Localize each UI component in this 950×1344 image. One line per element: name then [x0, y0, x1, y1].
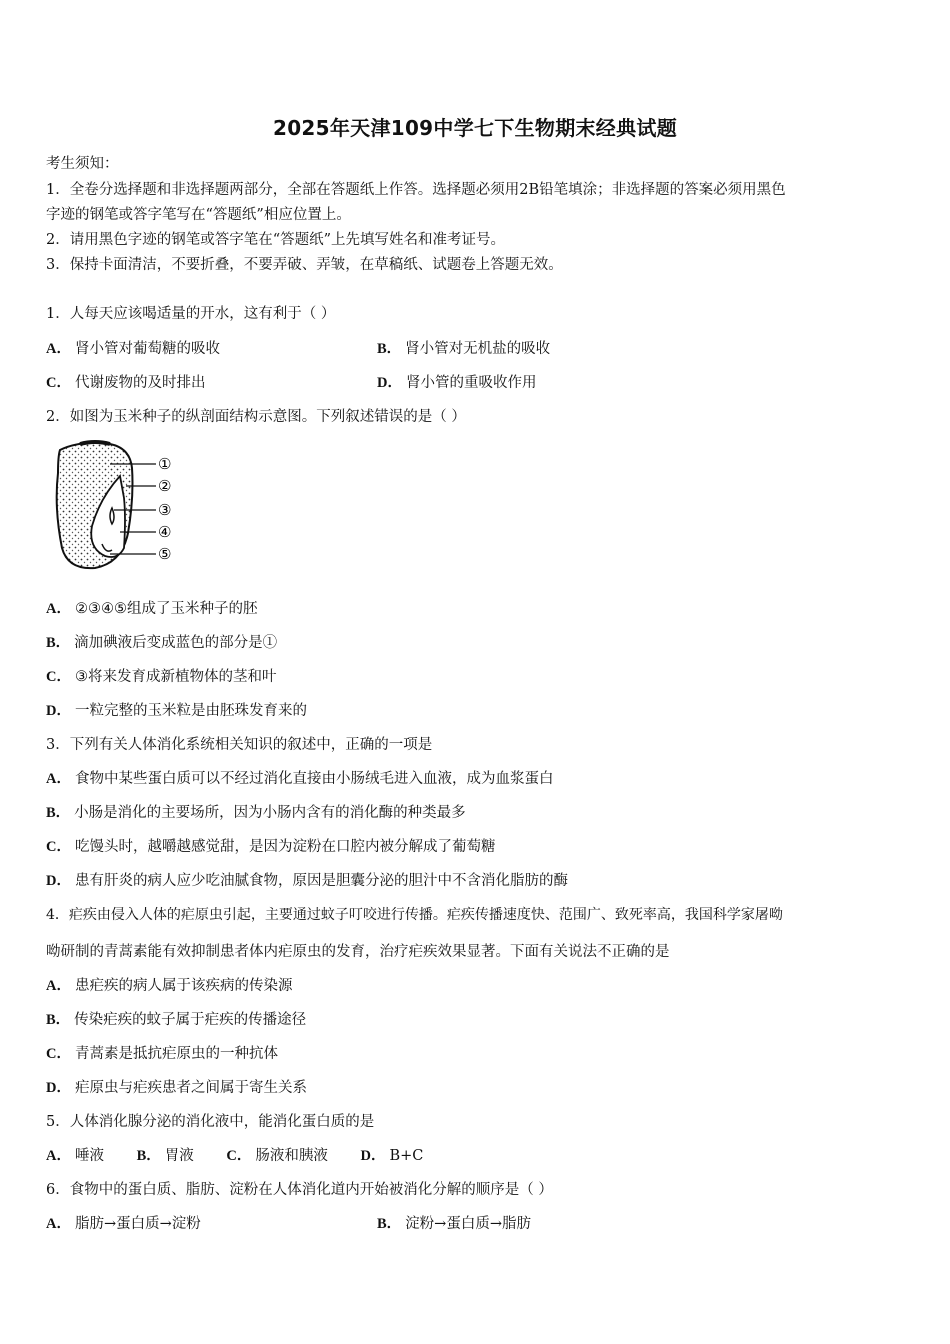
option-letter: B． [46, 635, 71, 651]
question-4-stem-line-1: 4．疟疾由侵入人体的疟原虫引起，主要通过蚊子叮咬进行传播。疟疾传播速度快、范围广、致死率高，我国科学家屠呦 [46, 907, 783, 923]
option-letter: A． [46, 771, 71, 787]
option-text: 淀粉→蛋白质→脂肪 [405, 1216, 531, 1232]
question-6-option-a[interactable] [46, 1212, 201, 1233]
question-2-stem: 2．如图为玉米种子的纵剖面结构示意图。下列叙述错误的是（ ） [46, 409, 466, 425]
question-1-option-d[interactable] [377, 371, 536, 392]
option-letter: A． [46, 1216, 71, 1232]
notice-item-2: 2．请用黑色字迹的钢笔或答字笔在“答题纸”上先填写姓名和准考证号。 [46, 232, 506, 248]
notice-item-1-cont: 字迹的钢笔或答字笔写在“答题纸”相应位置上。 [46, 207, 351, 223]
option-letter: B． [136, 1148, 161, 1164]
option-text: 疟原虫与疟疾患者之间属于寄生关系 [74, 1080, 307, 1096]
option-text: 胃液 [164, 1148, 194, 1164]
option-letter: D． [46, 703, 71, 719]
option-text: ②③④⑤组成了玉米种子的胚 [74, 601, 258, 617]
question-1-option-a[interactable] [46, 337, 220, 358]
notice-item-3: 3．保持卡面清洁，不要折叠，不要弄破、弄皱，在草稿纸、试题卷上答题无效。 [46, 257, 563, 273]
question-3-option-b[interactable] [46, 801, 466, 822]
question-5-stem: 5．人体消化腺分泌的消化液中，能消化蛋白质的是 [46, 1114, 375, 1130]
figure-label-3: ③ [158, 501, 172, 519]
corn-seed-diagram [50, 438, 190, 578]
figure-label-4: ④ [158, 523, 172, 541]
option-letter: A． [46, 341, 71, 357]
option-letter: D． [377, 375, 402, 391]
option-text: 患疟疾的病人属于该疾病的传染源 [74, 978, 293, 994]
option-letter: B． [377, 341, 402, 357]
question-6-option-b[interactable] [377, 1212, 531, 1233]
question-4-option-c[interactable] [46, 1042, 278, 1063]
question-5-options [46, 1144, 451, 1165]
question-5-option-b[interactable] [137, 1148, 208, 1164]
option-text: 代谢废物的及时排出 [74, 375, 206, 391]
option-text: ③将来发育成新植物体的茎和叶 [74, 669, 277, 685]
option-letter: A． [46, 601, 71, 617]
option-text: 肾小管对无机盐的吸收 [405, 341, 551, 357]
option-text: 滴加碘液后变成蓝色的部分是① [74, 635, 278, 651]
question-4-stem-line-2: 呦研制的青蒿素能有效抑制患者体内疟原虫的发育，治疗疟疾效果显著。下面有关说法不正确的是 [46, 944, 670, 960]
question-3-option-a[interactable] [46, 767, 553, 788]
option-text: 肾小管对葡萄糖的吸收 [74, 341, 220, 357]
notice-heading: 考生须知： [46, 156, 119, 172]
notice-item-1: 1．全卷分选择题和非选择题两部分，全部在答题纸上作答。选择题必须用2B铅笔填涂；非选择题的答案必须用黑色 [46, 182, 786, 198]
option-text: 吃馒头时，越嚼越感觉甜，是因为淀粉在口腔内被分解成了葡萄糖 [74, 839, 496, 855]
question-2-option-b[interactable] [46, 631, 277, 652]
option-text: B+C [389, 1148, 424, 1164]
question-2-option-a[interactable] [46, 597, 257, 618]
option-letter: D． [46, 1080, 71, 1096]
option-letter: A． [46, 978, 71, 994]
option-letter: C． [46, 375, 71, 391]
option-letter: C． [46, 669, 71, 685]
question-4-option-a[interactable] [46, 974, 292, 995]
option-letter: C． [226, 1148, 252, 1164]
question-1-option-b[interactable] [377, 337, 550, 358]
option-letter: D． [360, 1148, 386, 1164]
option-text: 一粒完整的玉米粒是由胚珠发育来的 [74, 703, 307, 719]
option-letter: B． [46, 1012, 71, 1028]
option-letter: B． [46, 805, 71, 821]
option-letter: D． [46, 873, 71, 889]
option-text: 患有肝炎的病人应少吃油腻食物，原因是胆囊分泌的胆汁中不含消化脂肪的酶 [74, 873, 568, 889]
seed-cap [80, 442, 110, 444]
option-letter: C． [46, 839, 71, 855]
question-4-option-d[interactable] [46, 1076, 307, 1097]
figure-label-2: ② [158, 477, 172, 495]
option-text: 肾小管的重吸收作用 [405, 375, 537, 391]
option-letter: B． [377, 1216, 402, 1232]
question-6-stem: 6．食物中的蛋白质、脂肪、淀粉在人体消化道内开始被消化分解的顺序是（ ） [46, 1182, 553, 1198]
option-text: 青蒿素是抵抗疟原虫的一种抗体 [74, 1046, 278, 1062]
question-5-option-a[interactable] [46, 1148, 118, 1164]
question-2-option-d[interactable] [46, 699, 307, 720]
plumule [110, 508, 114, 524]
question-5-option-c[interactable] [226, 1148, 341, 1164]
option-text: 脂肪→蛋白质→淀粉 [74, 1216, 201, 1232]
option-text: 传染疟疾的蚊子属于疟疾的传播途径 [74, 1012, 307, 1028]
option-text: 小肠是消化的主要场所，因为小肠内含有的消化酶的种类最多 [74, 805, 466, 821]
option-letter: A． [46, 1148, 71, 1164]
option-text: 唾液 [74, 1148, 104, 1164]
option-text: 食物中某些蛋白质可以不经过消化直接由小肠绒毛进入血液，成为血浆蛋白 [74, 771, 554, 787]
page-title: 2025年天津109中学七下生物期末经典试题 [272, 116, 677, 140]
question-3-option-d[interactable] [46, 869, 568, 890]
question-1-stem: 1．人每天应该喝适量的开水，这有利于（ ） [46, 306, 336, 322]
question-2-option-c[interactable] [46, 665, 276, 686]
question-3-stem: 3．下列有关人体消化系统相关知识的叙述中，正确的一项是 [46, 737, 433, 753]
question-5-option-d[interactable] [360, 1148, 437, 1164]
question-1-option-c[interactable] [46, 371, 205, 392]
figure-label-5: ⑤ [158, 545, 172, 563]
figure-label-1: ① [158, 455, 172, 473]
question-3-option-c[interactable] [46, 835, 495, 856]
option-letter: C． [46, 1046, 71, 1062]
option-text: 肠液和胰液 [255, 1148, 328, 1164]
question-4-option-b[interactable] [46, 1008, 306, 1029]
